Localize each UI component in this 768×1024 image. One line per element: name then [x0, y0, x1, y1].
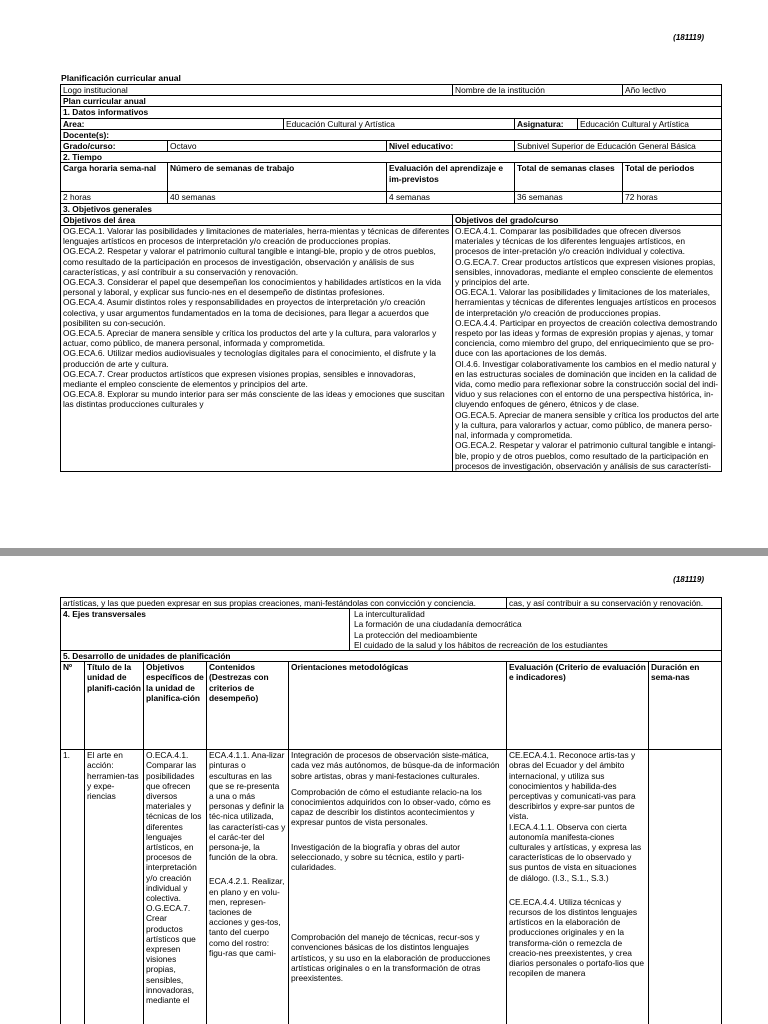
row-evaluacion-item: I.ECA.4.1.1. Observa con cierta autonomía manifesta-ciones culturales y artísticas, y expresa las características de lo observado y sus puntos de vista en situaciones de diálogo. (I.3., S.1., S.3.): [509, 821, 642, 883]
objetivo-area-item: OG.ECA.5. Apreciar de manera sensible y crítica los productos del arte y la cultura, para valorarlos y actuar, como público, de manera personal, informada y comprometida.: [63, 328, 437, 349]
row-orientaciones: [289, 750, 507, 1024]
eje-item: La formación de una ciudadanía democrática: [354, 619, 522, 630]
objetivos-grado-list: [453, 226, 722, 472]
row-evaluacion: [507, 750, 649, 1024]
institution-cell: Nombre de la institución: [453, 85, 623, 96]
nivel-value: Subnivel Superior de Educación General Básica: [515, 141, 722, 152]
ejes-heading: 4. Ejes transversales: [61, 609, 350, 651]
grado-value: Octavo: [168, 141, 387, 152]
row-orientacion-item: Comprobación del manejo de técnicas, recur-sos y convenciones básicas de los distintos lenguajes artísticos, y su uso en la elaboración de producciones artísticas originales o en la transformación de otras preexistentes.: [291, 932, 491, 984]
objetivo-grado-item: OG.ECA.5. Apreciar de manera sensible y crítica los productos del arte y la cultura, para valorarlos y actuar, como público, de manera perso-nal, informada y comprometida.: [455, 409, 719, 441]
planificacion-table-continued: [60, 597, 722, 1024]
eje-item: La protección del medioambiente: [354, 629, 478, 640]
continued-grado-text: cas, y así contribuir a su conservación y renovación.: [507, 598, 722, 609]
carga-header: Carga horaria sema-nal: [61, 163, 168, 192]
asignatura-label: Asignatura:: [515, 118, 578, 129]
evaluacion-header: Evaluación del aprendizaje e im-previstos: [387, 163, 515, 192]
objetivo-area-item: OG.ECA.1. Valorar las posibilidades y limitaciones de materiales, herra-mientas y técnicas de diferentes lenguajes artísticos en procesos de interpretación y/o creación de producciones propias.: [63, 226, 450, 247]
logo-cell: Logo institucional: [61, 85, 453, 96]
header-numero: Nº: [61, 662, 85, 750]
eje-item: La interculturalidad: [354, 609, 425, 620]
row-duracion: [649, 750, 722, 1024]
evaluacion-value: 4 semanas: [387, 192, 515, 203]
objetivo-area-item: OG.ECA.4. Asumir distintos roles y responsabilidades en proyectos de interpretación y/o creación colectiva, y usar argumentos fundamentados en la toma de decisiones, para llegar a acuerdos que posibiliten su con-secución.: [63, 297, 429, 328]
row-orientacion-item: Comprobación de cómo el estudiante relacio-na los conocimientos adquiridos con lo obser-vado, cómo es capaz de describir los distintos acontecimientos y expresar puntos de vista personales.: [291, 786, 491, 828]
row-contenido-item: ECA.4.2.1. Realizar, en plano y en volu-men, represen-taciones de acciones y ges-tos, tanto del cuerpo como del rostro: figu-ras que cami-: [209, 876, 285, 958]
page-separator: [0, 548, 768, 556]
docente-label: Docente(s):: [61, 129, 722, 140]
nivel-label: Nivel educativo:: [387, 141, 515, 152]
objetivo-area-item: OG.ECA.8. Explorar su mundo interior para ser más consciente de las ideas y emociones que suscitan las distintas producciones culturales y: [63, 389, 445, 410]
header-orientaciones: Orientaciones metodológicas: [289, 662, 507, 750]
header-duracion: Duración en sema-nas: [649, 662, 722, 750]
objetivo-grado-item: OG.ECA.1. Valorar las posibilidades y limitaciones de los materiales, herramientas y técnicas de diferentes lenguajes artísticos en procesos de interpretación y/o creación de producciones propias.: [455, 287, 717, 318]
grado-label: Grado/curso:: [61, 141, 168, 152]
document-title: Planificación curricular anual: [61, 73, 181, 83]
objetivos-area-header: Objetivos del área: [61, 214, 453, 225]
objetivo-grado-item: O.G.ECA.7. Crear productos artísticos que expresen visiones propias, sensibles, innovadoras, mediante el empleo consciente de elementos y principios del arte.: [455, 256, 716, 288]
objetivo-area-item: OG.ECA.2. Respetar y valorar el patrimonio cultural tangible e intangi-ble, propio y de otros pueblos, como resultado de la participación en procesos de investigación, observación y análisis de sus características, y así contribuir a su conservación y renovación.: [63, 246, 436, 277]
document-code: (181119): [673, 33, 704, 42]
area-label: Area:: [61, 118, 284, 129]
year-cell: Año lectivo: [623, 85, 722, 96]
objetivo-grado-item: OI.4.6. Investigar colaborativamente los cambios en el medio natural y en las estructuras sociales de dominación que inciden en la calidad de vida, como medio para reflexionar sobre la construcción social del indi-viduo y sus relaciones con el entorno de una perspectiva histórica, in-cluyendo enfoques de género, étnicos y de clase.: [455, 358, 719, 410]
objetivo-area-item: OG.ECA.7. Crear productos artísticos que expresen visiones propias, sensibles e innovadoras, mediante el empleo consciente de elementos y principios del arte.: [63, 368, 416, 390]
tiempo-heading: 2. Tiempo: [61, 152, 722, 163]
row-objetivo-item: O.ECA.4.1. Comparar las posibilidades que ofrecen diversos materiales y técnicas de los diferentes lenguajes artísticos, en procesos de interpretación y/o creación individual y colectiva.: [146, 750, 202, 904]
plan-title: Plan curricular anual: [61, 96, 722, 107]
objetivo-area-item: OG.ECA.6. Utilizar medios audiovisuales y tecnologías digitales para el conocimiento, el disfrute y la producción de arte y cultura.: [63, 348, 436, 369]
objetivo-grado-item: OG.ECA.2. Respetar y valorar el patrimonio cultural tangible e intangi-ble, propio y de otros pueblos, como resultado de la participación en procesos de investigación, observación y análisis de sus característi-: [455, 440, 716, 471]
planificacion-table: [60, 84, 722, 472]
eje-item: El cuidado de la salud y los hábitos de recreación de los estudiantes: [354, 639, 608, 650]
semanas-trabajo-header: Número de semanas de trabajo: [168, 163, 387, 192]
document-code-page-2: (181119): [673, 575, 704, 584]
row-orientacion-item: Integración de procesos de observación siste-mática, cada vez más autónomos, de búsque-da de información sobre artistas, obras y mani-festaciones culturales.: [291, 750, 500, 781]
header-objetivos: Objetivos específicos de la unidad de planifica-ción: [144, 662, 207, 750]
total-semanas-value: 36 semanas: [515, 192, 623, 203]
total-semanas-header: Total de semanas clases: [515, 163, 623, 192]
carga-value: 2 horas: [61, 192, 168, 203]
asignatura-value: Educación Cultural y Artística: [578, 118, 722, 129]
objetivo-grado-item: O.ECA.4.4. Participar en proyectos de creación colectiva demostrando respeto por las ideas y formas de expresión propias y ajenas, y tomar conciencia, como miembro del grupo, del enriquecimiento que se pro-duce con las aportaciones de los demás.: [455, 317, 718, 359]
row-objetivos: [144, 750, 207, 1024]
row-evaluacion-item: CE.ECA.4.1. Reconoce artis-tas y obras del Ecuador y del ámbito internacional, y utiliza sus conocimientos y habilida-des perceptivas y comunicati-vas para describirlos y expre-sar puntos de vista.: [509, 750, 636, 822]
total-periodos-value: 72 horas: [623, 192, 722, 203]
row-titulo: El arte en acción: herramien-tas y expe-riencias: [85, 750, 144, 1024]
row-orientacion-item: Investigación de la biografía y obras del autor seleccionado, y sobre su técnica, estilo y parti-cularidades.: [291, 841, 465, 873]
row-objetivo-item: O.G.ECA.7. Crear productos artísticos que expresen visiones propias, sensibles, innovadoras, mediante el: [146, 903, 196, 1006]
objetivos-heading: 3. Objetivos generales: [61, 203, 722, 214]
area-value: Educación Cultural y Artística: [284, 118, 515, 129]
semanas-trabajo-value: 40 semanas: [168, 192, 387, 203]
objetivos-grado-header: Objetivos del grado/curso: [453, 214, 722, 225]
row-evaluacion-item: CE.ECA.4.4. Utiliza técnicas y recursos de los distintos lenguajes artísticos en la elaboración de producciones originales y en la transforma-ción o remezcla de creacio-nes preexistentes, y crea diarios personales o portafo-lios que recopilen de manera: [509, 896, 645, 979]
header-evaluacion: Evaluación (Criterio de evaluación e indicadores): [507, 662, 649, 750]
continued-area-text: artísticas, y las que pueden expresar en sus propias creaciones, mani-festándolas con convicción y conciencia.: [61, 598, 507, 609]
row-contenido-item: ECA.4.1.1. Ana-lizar pinturas o esculturas en las que se re-presenta a una o más personas y definir la téc-nica utilizada, las característi-cas y el carác-ter del persona-je, la función de la obra.: [209, 750, 286, 863]
total-periodos-header: Total de periodos: [623, 163, 722, 192]
row-numero: 1.: [61, 750, 85, 1024]
datos-heading: 1. Datos informativos: [61, 107, 722, 118]
header-titulo: Título de la unidad de planifi-cación: [85, 662, 144, 750]
objetivos-area-list: [61, 226, 453, 472]
desarrollo-heading: 5. Desarrollo de unidades de planificación: [61, 651, 722, 662]
objetivo-grado-item: O.ECA.4.1. Comparar las posibilidades que ofrecen diversos materiales y técnicas de los diferentes lenguajes artísticos, en procesos de inter-pretación y/o creación individual y colectiva.: [455, 226, 685, 257]
row-contenidos: [207, 750, 289, 1024]
ejes-list: [350, 609, 722, 651]
header-contenidos: Contenidos (Destrezas con criterios de desempeño): [207, 662, 289, 750]
objetivo-area-item: OG.ECA.3. Considerar el papel que desempeñan los conocimientos y habilidades artísticos en la vida personal y laboral, y explicar sus funcio-nes en el desempeño de distintas profesiones.: [63, 277, 442, 298]
